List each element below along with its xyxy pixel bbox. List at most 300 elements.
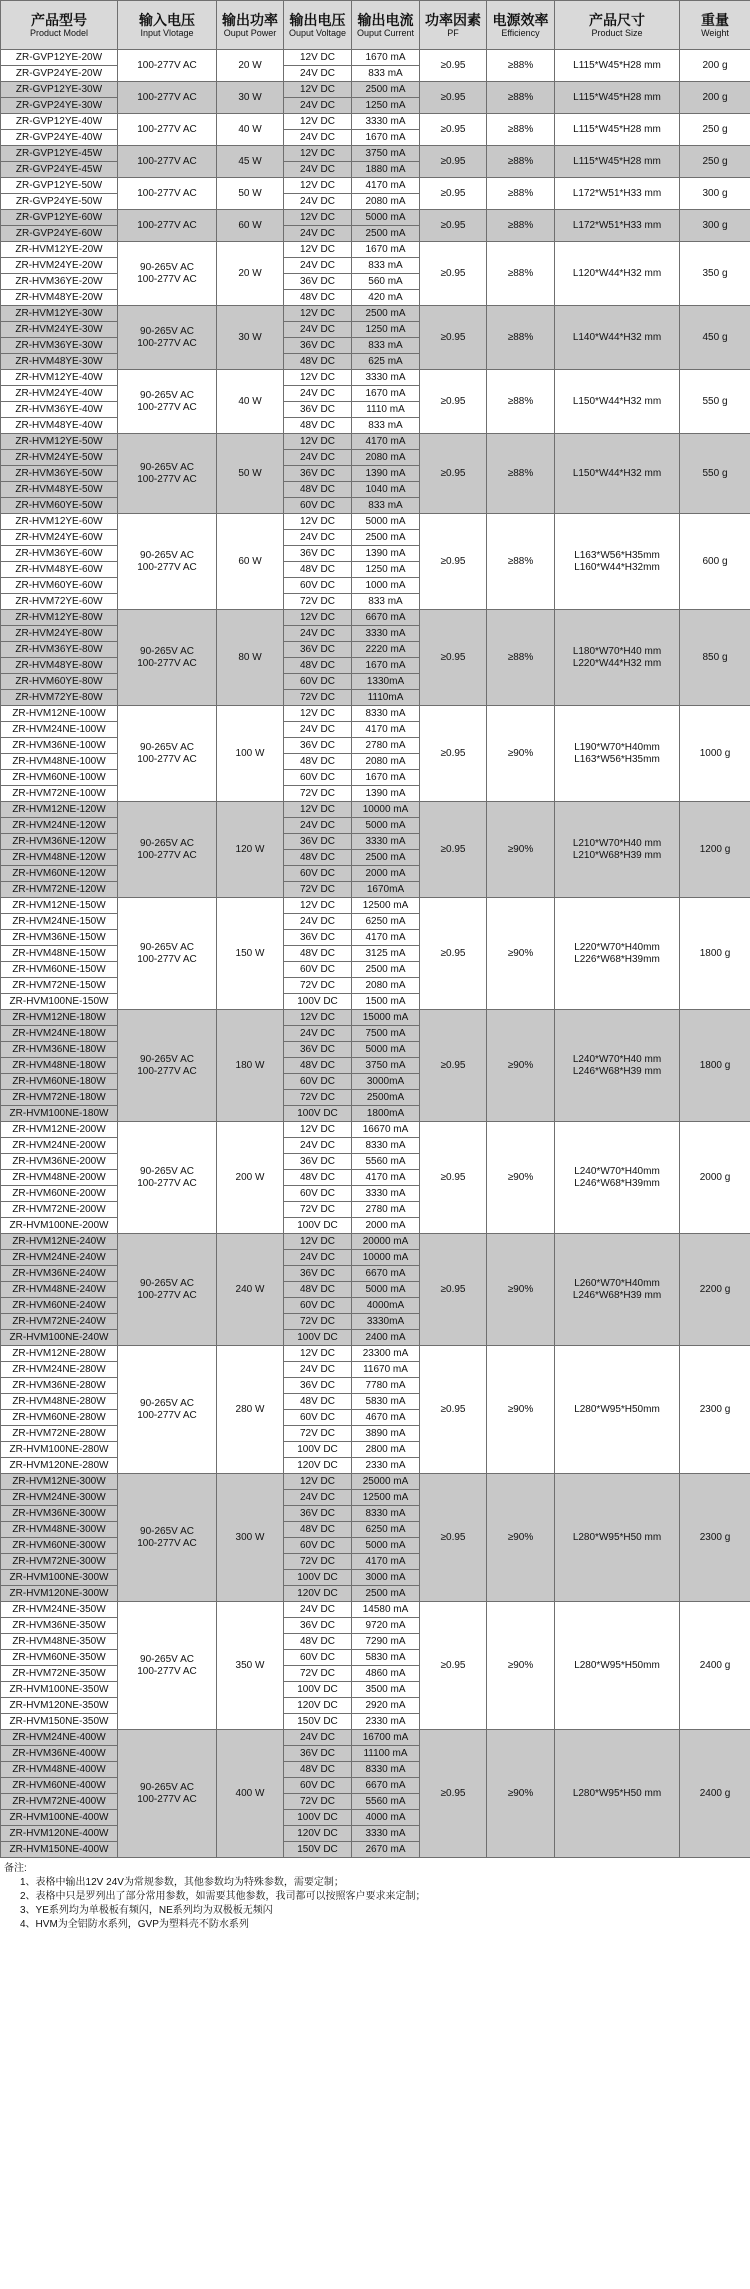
output-current-cell: 4860 mA <box>352 1666 420 1682</box>
model-cell: ZR-HVM48NE-100W <box>1 754 118 770</box>
output-voltage-cell: 72V DC <box>284 1202 352 1218</box>
table-row <box>1 1602 750 1618</box>
output-voltage-cell: 48V DC <box>284 1522 352 1538</box>
output-voltage-cell: 12V DC <box>284 1122 352 1138</box>
input-voltage-cell: 90-265V AC 100-277V AC <box>118 1602 217 1730</box>
weight-cell: 2400 g <box>680 1730 750 1858</box>
output-power-cell: 400 W <box>217 1730 284 1858</box>
output-voltage-cell: 120V DC <box>284 1458 352 1474</box>
model-cell: ZR-HVM48YE-40W <box>1 418 118 434</box>
model-cell: ZR-HVM12NE-280W <box>1 1346 118 1362</box>
input-voltage-cell: 100-277V AC <box>118 82 217 114</box>
output-current-cell: 6670 mA <box>352 1778 420 1794</box>
model-cell: ZR-HVM100NE-150W <box>1 994 118 1010</box>
size-cell: L220*W70*H40mm L226*W68*H39mm <box>555 898 680 1010</box>
efficiency-cell: ≥90% <box>487 1010 555 1122</box>
table-header <box>1 1 750 50</box>
output-current-cell: 7290 mA <box>352 1634 420 1650</box>
model-cell: ZR-HVM48YE-60W <box>1 562 118 578</box>
model-cell: ZR-HVM60YE-50W <box>1 498 118 514</box>
output-voltage-cell: 100V DC <box>284 1218 352 1234</box>
output-current-cell: 10000 mA <box>352 1250 420 1266</box>
output-current-cell: 833 mA <box>352 498 420 514</box>
size-cell: L260*W70*H40mm L246*W68*H39 mm <box>555 1234 680 1346</box>
pf-cell: ≥0.95 <box>420 1010 487 1122</box>
efficiency-cell: ≥88% <box>487 82 555 114</box>
output-current-cell: 15000 mA <box>352 1010 420 1026</box>
pf-cell: ≥0.95 <box>420 178 487 210</box>
note-item: 1、表格中输出12V 24V为常规参数，其他参数均为特殊参数，需要定制； <box>20 1877 344 1888</box>
output-current-cell: 4170 mA <box>352 178 420 194</box>
header-voltage: 输出电压 Ouput Voltage <box>284 1 352 50</box>
table-row <box>1 1234 750 1250</box>
output-voltage-cell: 48V DC <box>284 354 352 370</box>
output-voltage-cell: 48V DC <box>284 946 352 962</box>
output-current-cell: 4170 mA <box>352 434 420 450</box>
model-cell: ZR-HVM60NE-150W <box>1 962 118 978</box>
efficiency-cell: ≥88% <box>487 434 555 514</box>
model-cell: ZR-HVM48YE-20W <box>1 290 118 306</box>
output-current-cell: 3750 mA <box>352 1058 420 1074</box>
model-cell: ZR-HVM60NE-350W <box>1 1650 118 1666</box>
model-cell: ZR-HVM60NE-300W <box>1 1538 118 1554</box>
size-cell: L120*W44*H32 mm <box>555 242 680 306</box>
model-cell: ZR-GVP12YE-20W <box>1 50 118 66</box>
output-voltage-cell: 12V DC <box>284 1234 352 1250</box>
model-cell: ZR-HVM60NE-100W <box>1 770 118 786</box>
output-voltage-cell: 72V DC <box>284 1666 352 1682</box>
output-voltage-cell: 36V DC <box>284 1746 352 1762</box>
input-voltage-cell: 90-265V AC 100-277V AC <box>118 898 217 1010</box>
model-cell: ZR-GVP12YE-45W <box>1 146 118 162</box>
efficiency-cell: ≥88% <box>487 178 555 210</box>
output-voltage-cell: 100V DC <box>284 994 352 1010</box>
weight-cell: 250 g <box>680 114 750 146</box>
model-cell: ZR-GVP24YE-50W <box>1 194 118 210</box>
output-voltage-cell: 60V DC <box>284 962 352 978</box>
output-voltage-cell: 48V DC <box>284 1762 352 1778</box>
model-cell: ZR-HVM100NE-200W <box>1 1218 118 1234</box>
pf-cell: ≥0.95 <box>420 370 487 434</box>
efficiency-cell: ≥88% <box>487 242 555 306</box>
model-cell: ZR-HVM12YE-30W <box>1 306 118 322</box>
output-voltage-cell: 12V DC <box>284 178 352 194</box>
header-weight: 重量 Weight <box>680 1 750 50</box>
model-cell: ZR-HVM48NE-180W <box>1 1058 118 1074</box>
output-voltage-cell: 24V DC <box>284 194 352 210</box>
header-pf: 功率因素 PF <box>420 1 487 50</box>
model-cell: ZR-HVM36NE-150W <box>1 930 118 946</box>
efficiency-cell: ≥90% <box>487 706 555 802</box>
output-current-cell: 5000 mA <box>352 1042 420 1058</box>
pf-cell: ≥0.95 <box>420 242 487 306</box>
output-current-cell: 4170 mA <box>352 930 420 946</box>
output-current-cell: 1390 mA <box>352 786 420 802</box>
output-voltage-cell: 36V DC <box>284 1266 352 1282</box>
table-row <box>1 1730 750 1746</box>
output-current-cell: 6250 mA <box>352 914 420 930</box>
input-voltage-cell: 90-265V AC 100-277V AC <box>118 610 217 706</box>
output-voltage-cell: 72V DC <box>284 1554 352 1570</box>
output-power-cell: 45 W <box>217 146 284 178</box>
pf-cell: ≥0.95 <box>420 434 487 514</box>
model-cell: ZR-HVM48NE-400W <box>1 1762 118 1778</box>
model-cell: ZR-HVM24NE-240W <box>1 1250 118 1266</box>
model-cell: ZR-HVM24NE-100W <box>1 722 118 738</box>
efficiency-cell: ≥90% <box>487 1122 555 1234</box>
model-cell: ZR-HVM24NE-150W <box>1 914 118 930</box>
model-cell: ZR-HVM24YE-50W <box>1 450 118 466</box>
output-voltage-cell: 12V DC <box>284 610 352 626</box>
output-voltage-cell: 100V DC <box>284 1682 352 1698</box>
output-voltage-cell: 36V DC <box>284 274 352 290</box>
model-cell: ZR-HVM72NE-350W <box>1 1666 118 1682</box>
input-voltage-cell: 90-265V AC 100-277V AC <box>118 1234 217 1346</box>
output-voltage-cell: 48V DC <box>284 290 352 306</box>
weight-cell: 550 g <box>680 434 750 514</box>
output-voltage-cell: 12V DC <box>284 370 352 386</box>
table-row <box>1 306 750 322</box>
efficiency-cell: ≥88% <box>487 514 555 610</box>
output-voltage-cell: 12V DC <box>284 434 352 450</box>
output-voltage-cell: 24V DC <box>284 1602 352 1618</box>
output-voltage-cell: 100V DC <box>284 1810 352 1826</box>
model-cell: ZR-GVP12YE-60W <box>1 210 118 226</box>
output-current-cell: 2330 mA <box>352 1714 420 1730</box>
size-cell: L150*W44*H32 mm <box>555 370 680 434</box>
model-cell: ZR-HVM12NE-300W <box>1 1474 118 1490</box>
output-current-cell: 560 mA <box>352 274 420 290</box>
model-cell: ZR-HVM100NE-400W <box>1 1810 118 1826</box>
output-current-cell: 16670 mA <box>352 1122 420 1138</box>
model-cell: ZR-HVM36YE-50W <box>1 466 118 482</box>
output-voltage-cell: 36V DC <box>284 402 352 418</box>
table-row <box>1 1122 750 1138</box>
output-current-cell: 1110mA <box>352 690 420 706</box>
weight-cell: 2300 g <box>680 1474 750 1602</box>
header-size: 产品尺寸 Product Size <box>555 1 680 50</box>
model-cell: ZR-HVM60NE-240W <box>1 1298 118 1314</box>
model-cell: ZR-GVP12YE-50W <box>1 178 118 194</box>
model-cell: ZR-HVM12YE-20W <box>1 242 118 258</box>
output-current-cell: 2500 mA <box>352 850 420 866</box>
output-current-cell: 7500 mA <box>352 1026 420 1042</box>
pf-cell: ≥0.95 <box>420 898 487 1010</box>
pf-cell: ≥0.95 <box>420 1346 487 1474</box>
note-item: 3、YE系列均为单极板有频闪，NE系列均为双极板无频闪 <box>20 1905 273 1916</box>
output-current-cell: 2780 mA <box>352 1202 420 1218</box>
input-voltage-cell: 100-277V AC <box>118 210 217 242</box>
output-voltage-cell: 150V DC <box>284 1842 352 1858</box>
input-voltage-cell: 100-277V AC <box>118 114 217 146</box>
model-cell: ZR-HVM24YE-20W <box>1 258 118 274</box>
output-current-cell: 420 mA <box>352 290 420 306</box>
efficiency-cell: ≥90% <box>487 1474 555 1602</box>
output-current-cell: 833 mA <box>352 338 420 354</box>
output-voltage-cell: 60V DC <box>284 1650 352 1666</box>
weight-cell: 2300 g <box>680 1346 750 1474</box>
output-voltage-cell: 72V DC <box>284 1090 352 1106</box>
model-cell: ZR-HVM12NE-200W <box>1 1122 118 1138</box>
model-cell: ZR-HVM48NE-240W <box>1 1282 118 1298</box>
table-row <box>1 50 750 66</box>
input-voltage-cell: 90-265V AC 100-277V AC <box>118 370 217 434</box>
output-current-cell: 8330 mA <box>352 1762 420 1778</box>
table-row <box>1 802 750 818</box>
output-current-cell: 3000 mA <box>352 1570 420 1586</box>
weight-cell: 1200 g <box>680 802 750 898</box>
output-current-cell: 2000 mA <box>352 1218 420 1234</box>
output-voltage-cell: 36V DC <box>284 1378 352 1394</box>
size-cell: L115*W45*H28 mm <box>555 82 680 114</box>
model-cell: ZR-HVM48NE-300W <box>1 1522 118 1538</box>
table-row <box>1 1010 750 1026</box>
model-cell: ZR-HVM60NE-280W <box>1 1410 118 1426</box>
pf-cell: ≥0.95 <box>420 1474 487 1602</box>
output-voltage-cell: 24V DC <box>284 226 352 242</box>
output-current-cell: 1040 mA <box>352 482 420 498</box>
output-current-cell: 2080 mA <box>352 978 420 994</box>
size-cell: L115*W45*H28 mm <box>555 50 680 82</box>
output-current-cell: 1670 mA <box>352 242 420 258</box>
output-power-cell: 280 W <box>217 1346 284 1474</box>
weight-cell: 2000 g <box>680 1122 750 1234</box>
output-current-cell: 833 mA <box>352 418 420 434</box>
model-cell: ZR-HVM12YE-50W <box>1 434 118 450</box>
model-cell: ZR-HVM12NE-150W <box>1 898 118 914</box>
output-voltage-cell: 36V DC <box>284 1042 352 1058</box>
output-power-cell: 240 W <box>217 1234 284 1346</box>
output-voltage-cell: 72V DC <box>284 978 352 994</box>
output-voltage-cell: 12V DC <box>284 898 352 914</box>
output-voltage-cell: 72V DC <box>284 1314 352 1330</box>
input-voltage-cell: 90-265V AC 100-277V AC <box>118 1122 217 1234</box>
model-cell: ZR-HVM36NE-350W <box>1 1618 118 1634</box>
efficiency-cell: ≥88% <box>487 306 555 370</box>
output-power-cell: 40 W <box>217 114 284 146</box>
input-voltage-cell: 90-265V AC 100-277V AC <box>118 802 217 898</box>
model-cell: ZR-HVM72NE-200W <box>1 1202 118 1218</box>
size-cell: L240*W70*H40mm L246*W68*H39mm <box>555 1122 680 1234</box>
model-cell: ZR-HVM24YE-30W <box>1 322 118 338</box>
output-current-cell: 1880 mA <box>352 162 420 178</box>
output-current-cell: 2920 mA <box>352 1698 420 1714</box>
input-voltage-cell: 100-277V AC <box>118 50 217 82</box>
model-cell: ZR-HVM36NE-240W <box>1 1266 118 1282</box>
output-voltage-cell: 12V DC <box>284 50 352 66</box>
pf-cell: ≥0.95 <box>420 114 487 146</box>
pf-cell: ≥0.95 <box>420 146 487 178</box>
output-voltage-cell: 24V DC <box>284 386 352 402</box>
efficiency-cell: ≥90% <box>487 1234 555 1346</box>
weight-cell: 200 g <box>680 82 750 114</box>
model-cell: ZR-GVP12YE-40W <box>1 114 118 130</box>
output-voltage-cell: 12V DC <box>284 82 352 98</box>
output-current-cell: 8330 mA <box>352 1506 420 1522</box>
output-voltage-cell: 48V DC <box>284 562 352 578</box>
model-cell: ZR-HVM12NE-240W <box>1 1234 118 1250</box>
output-current-cell: 3000mA <box>352 1074 420 1090</box>
output-current-cell: 1800mA <box>352 1106 420 1122</box>
table-row <box>1 114 750 130</box>
efficiency-cell: ≥88% <box>487 210 555 242</box>
output-voltage-cell: 12V DC <box>284 114 352 130</box>
output-current-cell: 5830 mA <box>352 1650 420 1666</box>
model-cell: ZR-HVM24YE-60W <box>1 530 118 546</box>
output-voltage-cell: 12V DC <box>284 514 352 530</box>
input-voltage-cell: 90-265V AC 100-277V AC <box>118 242 217 306</box>
model-cell: ZR-HVM12NE-100W <box>1 706 118 722</box>
efficiency-cell: ≥90% <box>487 898 555 1010</box>
table-row <box>1 1474 750 1490</box>
weight-cell: 1800 g <box>680 1010 750 1122</box>
output-voltage-cell: 120V DC <box>284 1698 352 1714</box>
table-row <box>1 370 750 386</box>
output-current-cell: 3890 mA <box>352 1426 420 1442</box>
output-voltage-cell: 100V DC <box>284 1570 352 1586</box>
output-power-cell: 60 W <box>217 514 284 610</box>
weight-cell: 300 g <box>680 178 750 210</box>
output-current-cell: 2500mA <box>352 1090 420 1106</box>
output-current-cell: 1390 mA <box>352 466 420 482</box>
output-current-cell: 2000 mA <box>352 866 420 882</box>
output-voltage-cell: 150V DC <box>284 1714 352 1730</box>
output-voltage-cell: 100V DC <box>284 1106 352 1122</box>
output-current-cell: 16700 mA <box>352 1730 420 1746</box>
model-cell: ZR-HVM24NE-350W <box>1 1602 118 1618</box>
output-voltage-cell: 60V DC <box>284 498 352 514</box>
pf-cell: ≥0.95 <box>420 802 487 898</box>
output-current-cell: 4170 mA <box>352 1554 420 1570</box>
model-cell: ZR-HVM150NE-350W <box>1 1714 118 1730</box>
output-voltage-cell: 12V DC <box>284 1010 352 1026</box>
output-current-cell: 6670 mA <box>352 1266 420 1282</box>
output-power-cell: 50 W <box>217 434 284 514</box>
weight-cell: 300 g <box>680 210 750 242</box>
efficiency-cell: ≥88% <box>487 146 555 178</box>
model-cell: ZR-GVP24YE-40W <box>1 130 118 146</box>
output-voltage-cell: 60V DC <box>284 578 352 594</box>
output-current-cell: 1110 mA <box>352 402 420 418</box>
output-voltage-cell: 12V DC <box>284 242 352 258</box>
model-cell: ZR-HVM100NE-350W <box>1 1682 118 1698</box>
input-voltage-cell: 90-265V AC 100-277V AC <box>118 514 217 610</box>
output-voltage-cell: 36V DC <box>284 1154 352 1170</box>
efficiency-cell: ≥90% <box>487 1730 555 1858</box>
pf-cell: ≥0.95 <box>420 1602 487 1730</box>
model-cell: ZR-HVM36YE-20W <box>1 274 118 290</box>
output-current-cell: 2080 mA <box>352 754 420 770</box>
model-cell: ZR-HVM24NE-180W <box>1 1026 118 1042</box>
output-power-cell: 20 W <box>217 50 284 82</box>
output-current-cell: 11100 mA <box>352 1746 420 1762</box>
size-cell: L180*W70*H40 mm L220*W44*H32 mm <box>555 610 680 706</box>
pf-cell: ≥0.95 <box>420 82 487 114</box>
output-voltage-cell: 12V DC <box>284 146 352 162</box>
output-current-cell: 2080 mA <box>352 194 420 210</box>
output-current-cell: 2500 mA <box>352 82 420 98</box>
model-cell: ZR-HVM100NE-240W <box>1 1330 118 1346</box>
output-voltage-cell: 48V DC <box>284 1394 352 1410</box>
weight-cell: 850 g <box>680 610 750 706</box>
output-voltage-cell: 24V DC <box>284 722 352 738</box>
model-cell: ZR-HVM36NE-400W <box>1 1746 118 1762</box>
model-cell: ZR-HVM12NE-120W <box>1 802 118 818</box>
output-voltage-cell: 48V DC <box>284 754 352 770</box>
model-cell: ZR-HVM150NE-400W <box>1 1842 118 1858</box>
output-voltage-cell: 60V DC <box>284 674 352 690</box>
output-voltage-cell: 48V DC <box>284 418 352 434</box>
output-current-cell: 1390 mA <box>352 546 420 562</box>
model-cell: ZR-HVM100NE-180W <box>1 1106 118 1122</box>
output-power-cell: 40 W <box>217 370 284 434</box>
pf-cell: ≥0.95 <box>420 210 487 242</box>
output-current-cell: 4170 mA <box>352 1170 420 1186</box>
output-voltage-cell: 24V DC <box>284 98 352 114</box>
output-current-cell: 12500 mA <box>352 1490 420 1506</box>
model-cell: ZR-HVM120NE-400W <box>1 1826 118 1842</box>
model-cell: ZR-HVM60NE-120W <box>1 866 118 882</box>
model-cell: ZR-GVP12YE-30W <box>1 82 118 98</box>
output-power-cell: 150 W <box>217 898 284 1010</box>
header-power: 输出功率 Ouput Power <box>217 1 284 50</box>
input-voltage-cell: 90-265V AC 100-277V AC <box>118 1010 217 1122</box>
model-cell: ZR-HVM60NE-200W <box>1 1186 118 1202</box>
input-voltage-cell: 100-277V AC <box>118 146 217 178</box>
output-power-cell: 180 W <box>217 1010 284 1122</box>
output-current-cell: 833 mA <box>352 66 420 82</box>
size-cell: L280*W95*H50mm <box>555 1346 680 1474</box>
output-current-cell: 1670 mA <box>352 130 420 146</box>
output-voltage-cell: 72V DC <box>284 594 352 610</box>
output-voltage-cell: 24V DC <box>284 1730 352 1746</box>
efficiency-cell: ≥90% <box>487 1346 555 1474</box>
output-current-cell: 12500 mA <box>352 898 420 914</box>
output-current-cell: 1330mA <box>352 674 420 690</box>
output-current-cell: 4000 mA <box>352 1810 420 1826</box>
output-current-cell: 1500 mA <box>352 994 420 1010</box>
table-row <box>1 434 750 450</box>
model-cell: ZR-HVM12YE-80W <box>1 610 118 626</box>
model-cell: ZR-HVM120NE-280W <box>1 1458 118 1474</box>
output-voltage-cell: 24V DC <box>284 1138 352 1154</box>
output-voltage-cell: 24V DC <box>284 530 352 546</box>
output-current-cell: 4670 mA <box>352 1410 420 1426</box>
output-voltage-cell: 24V DC <box>284 66 352 82</box>
weight-cell: 1000 g <box>680 706 750 802</box>
output-power-cell: 80 W <box>217 610 284 706</box>
model-cell: ZR-HVM48YE-30W <box>1 354 118 370</box>
output-voltage-cell: 24V DC <box>284 258 352 274</box>
table-row <box>1 514 750 530</box>
model-cell: ZR-HVM12YE-60W <box>1 514 118 530</box>
model-cell: ZR-HVM24NE-300W <box>1 1490 118 1506</box>
output-voltage-cell: 24V DC <box>284 322 352 338</box>
output-power-cell: 30 W <box>217 82 284 114</box>
output-current-cell: 625 mA <box>352 354 420 370</box>
output-current-cell: 5000 mA <box>352 1282 420 1298</box>
input-voltage-cell: 90-265V AC 100-277V AC <box>118 706 217 802</box>
output-voltage-cell: 60V DC <box>284 1298 352 1314</box>
output-voltage-cell: 100V DC <box>284 1330 352 1346</box>
model-cell: ZR-HVM36NE-180W <box>1 1042 118 1058</box>
output-voltage-cell: 24V DC <box>284 818 352 834</box>
output-voltage-cell: 60V DC <box>284 1538 352 1554</box>
output-current-cell: 1250 mA <box>352 98 420 114</box>
output-voltage-cell: 48V DC <box>284 482 352 498</box>
efficiency-cell: ≥90% <box>487 1602 555 1730</box>
weight-cell: 200 g <box>680 50 750 82</box>
